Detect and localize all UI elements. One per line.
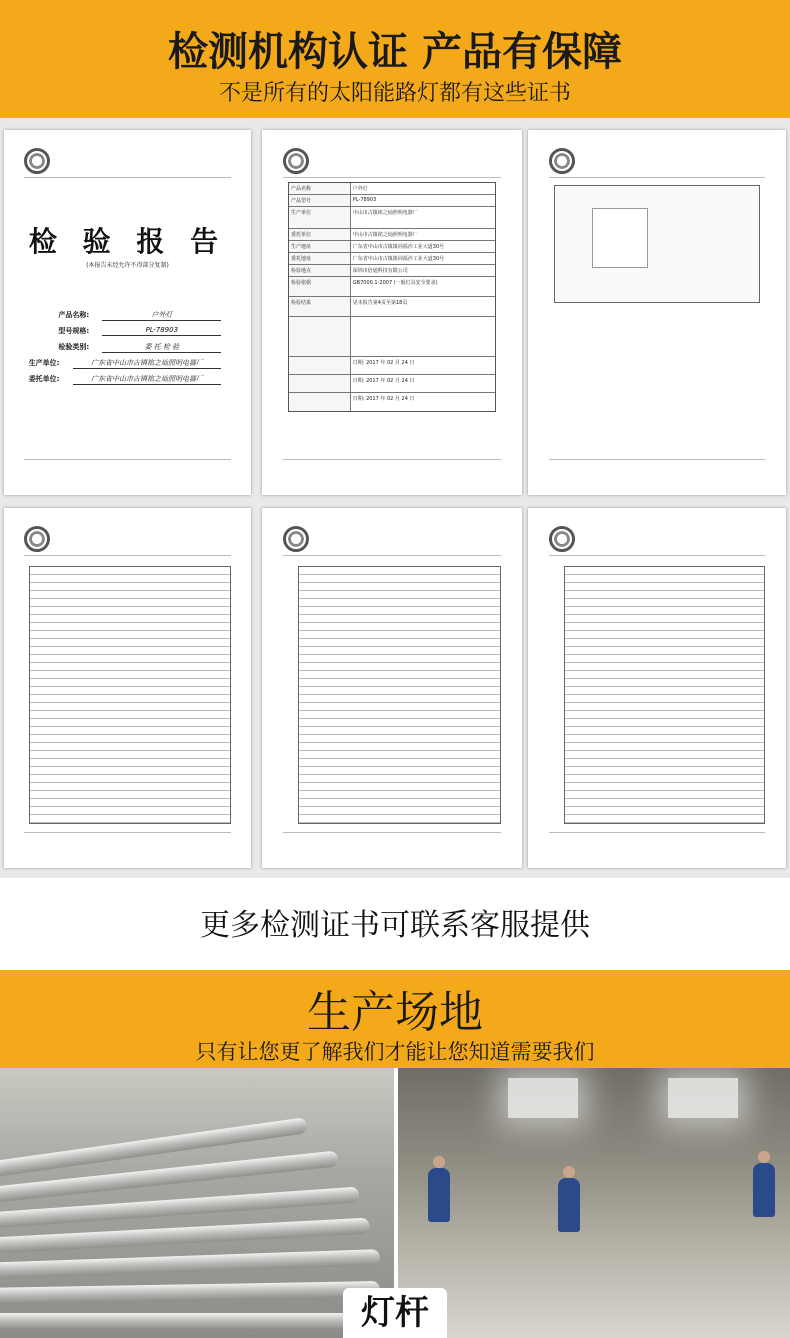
workshop-photo — [398, 1068, 790, 1338]
report-form-page — [262, 130, 522, 495]
report-footer — [549, 832, 766, 852]
test-items-page — [528, 508, 786, 868]
banner-title: 检测机构认证 产品有保障 — [168, 29, 622, 75]
lab-seal-icon — [24, 526, 50, 552]
form-row: 日期: 2017 年 02 月 24 日 — [289, 375, 495, 393]
cover-row: 检验类别: 委 托 检 验 — [58, 342, 221, 353]
production-site-banner — [0, 970, 790, 1068]
lab-seal-icon — [24, 148, 50, 174]
test-items-table — [298, 566, 501, 824]
report-header — [549, 148, 766, 178]
cover-row: 生产单位: 广东省中山市古镇铭之灿照明电器厂 — [29, 358, 222, 369]
cover-row: 型号规格: PL-78903 — [58, 326, 221, 336]
report-header — [549, 526, 766, 556]
pole — [0, 1281, 380, 1304]
worker — [558, 1178, 580, 1232]
test-items-table — [29, 566, 232, 824]
skylight — [668, 1078, 738, 1118]
report-footer — [283, 832, 501, 852]
pole — [0, 1249, 380, 1279]
top-banner — [0, 0, 790, 118]
worker — [753, 1163, 775, 1217]
pole — [0, 1313, 380, 1329]
report-cover-page — [4, 130, 251, 495]
report-footer — [24, 459, 232, 479]
report-notice: (本报告未经允许不得部分复制) — [86, 262, 169, 269]
nameplate-label — [592, 208, 648, 268]
test-items-page — [262, 508, 522, 868]
report-footer — [283, 459, 501, 479]
section-subtitle: 只有让您更了解我们才能让您知道需要我们 — [195, 1040, 595, 1064]
cover-row: 委托单位: 广东省中山市古镇铭之灿照明电器厂 — [29, 374, 222, 385]
report-footer — [549, 459, 766, 479]
lab-seal-icon — [283, 148, 309, 174]
nameplate-photo — [554, 185, 760, 303]
report-footer — [24, 832, 232, 852]
report-header — [283, 526, 501, 556]
skylight — [508, 1078, 578, 1118]
test-items-page — [4, 508, 251, 868]
form-row: 检验结果 见本报告第4页至第18页 — [289, 297, 495, 317]
lab-seal-icon — [283, 526, 309, 552]
form-row: 委托单位 中山市古镇铭之灿照明电器厂 — [289, 229, 495, 241]
report-header — [283, 148, 501, 178]
form-row: 生产单位 中山市古镇铭之灿照明电器厂 — [289, 207, 495, 229]
poles-label: 灯杆 — [343, 1288, 447, 1338]
form-row: 检验依据 GB7000.1-2007 (一般灯具安全要求) — [289, 277, 495, 297]
report-photo-page — [528, 130, 786, 495]
test-items-table — [564, 566, 765, 824]
cover-row: 产品名称: 户外灯 — [58, 310, 221, 321]
form-row: 日期: 2017 年 02 月 24 日 — [289, 357, 495, 375]
form-row: 委托地址 广东省中山市古镇镇同福沙工业大道30号 — [289, 253, 495, 265]
lab-seal-icon — [549, 148, 575, 174]
form-row: 检验地点 深圳市倍通科技有限公司 — [289, 265, 495, 277]
form-row: 产品型号 PL-78903 — [289, 195, 495, 207]
worker — [428, 1168, 450, 1222]
form-row: 产品名称 户外灯 — [289, 183, 495, 195]
report-form-table — [288, 182, 496, 412]
form-row: 生产地址 广东省中山市古镇镇同福沙工业大道30号 — [289, 241, 495, 253]
certificate-gallery — [0, 118, 790, 878]
lab-seal-icon — [549, 526, 575, 552]
more-certificates-text: 更多检测证书可联系客服提供 — [200, 908, 590, 943]
poles-photo — [0, 1068, 394, 1338]
form-row: 日期: 2017 年 02 月 24 日 — [289, 393, 495, 411]
section-title: 生产场地 — [307, 987, 483, 1038]
report-title: 检 验 报 告 — [28, 225, 227, 258]
report-header — [24, 148, 232, 178]
form-row — [289, 317, 495, 357]
banner-subtitle: 不是所有的太阳能路灯都有这些证书 — [218, 81, 571, 106]
report-header — [24, 526, 232, 556]
